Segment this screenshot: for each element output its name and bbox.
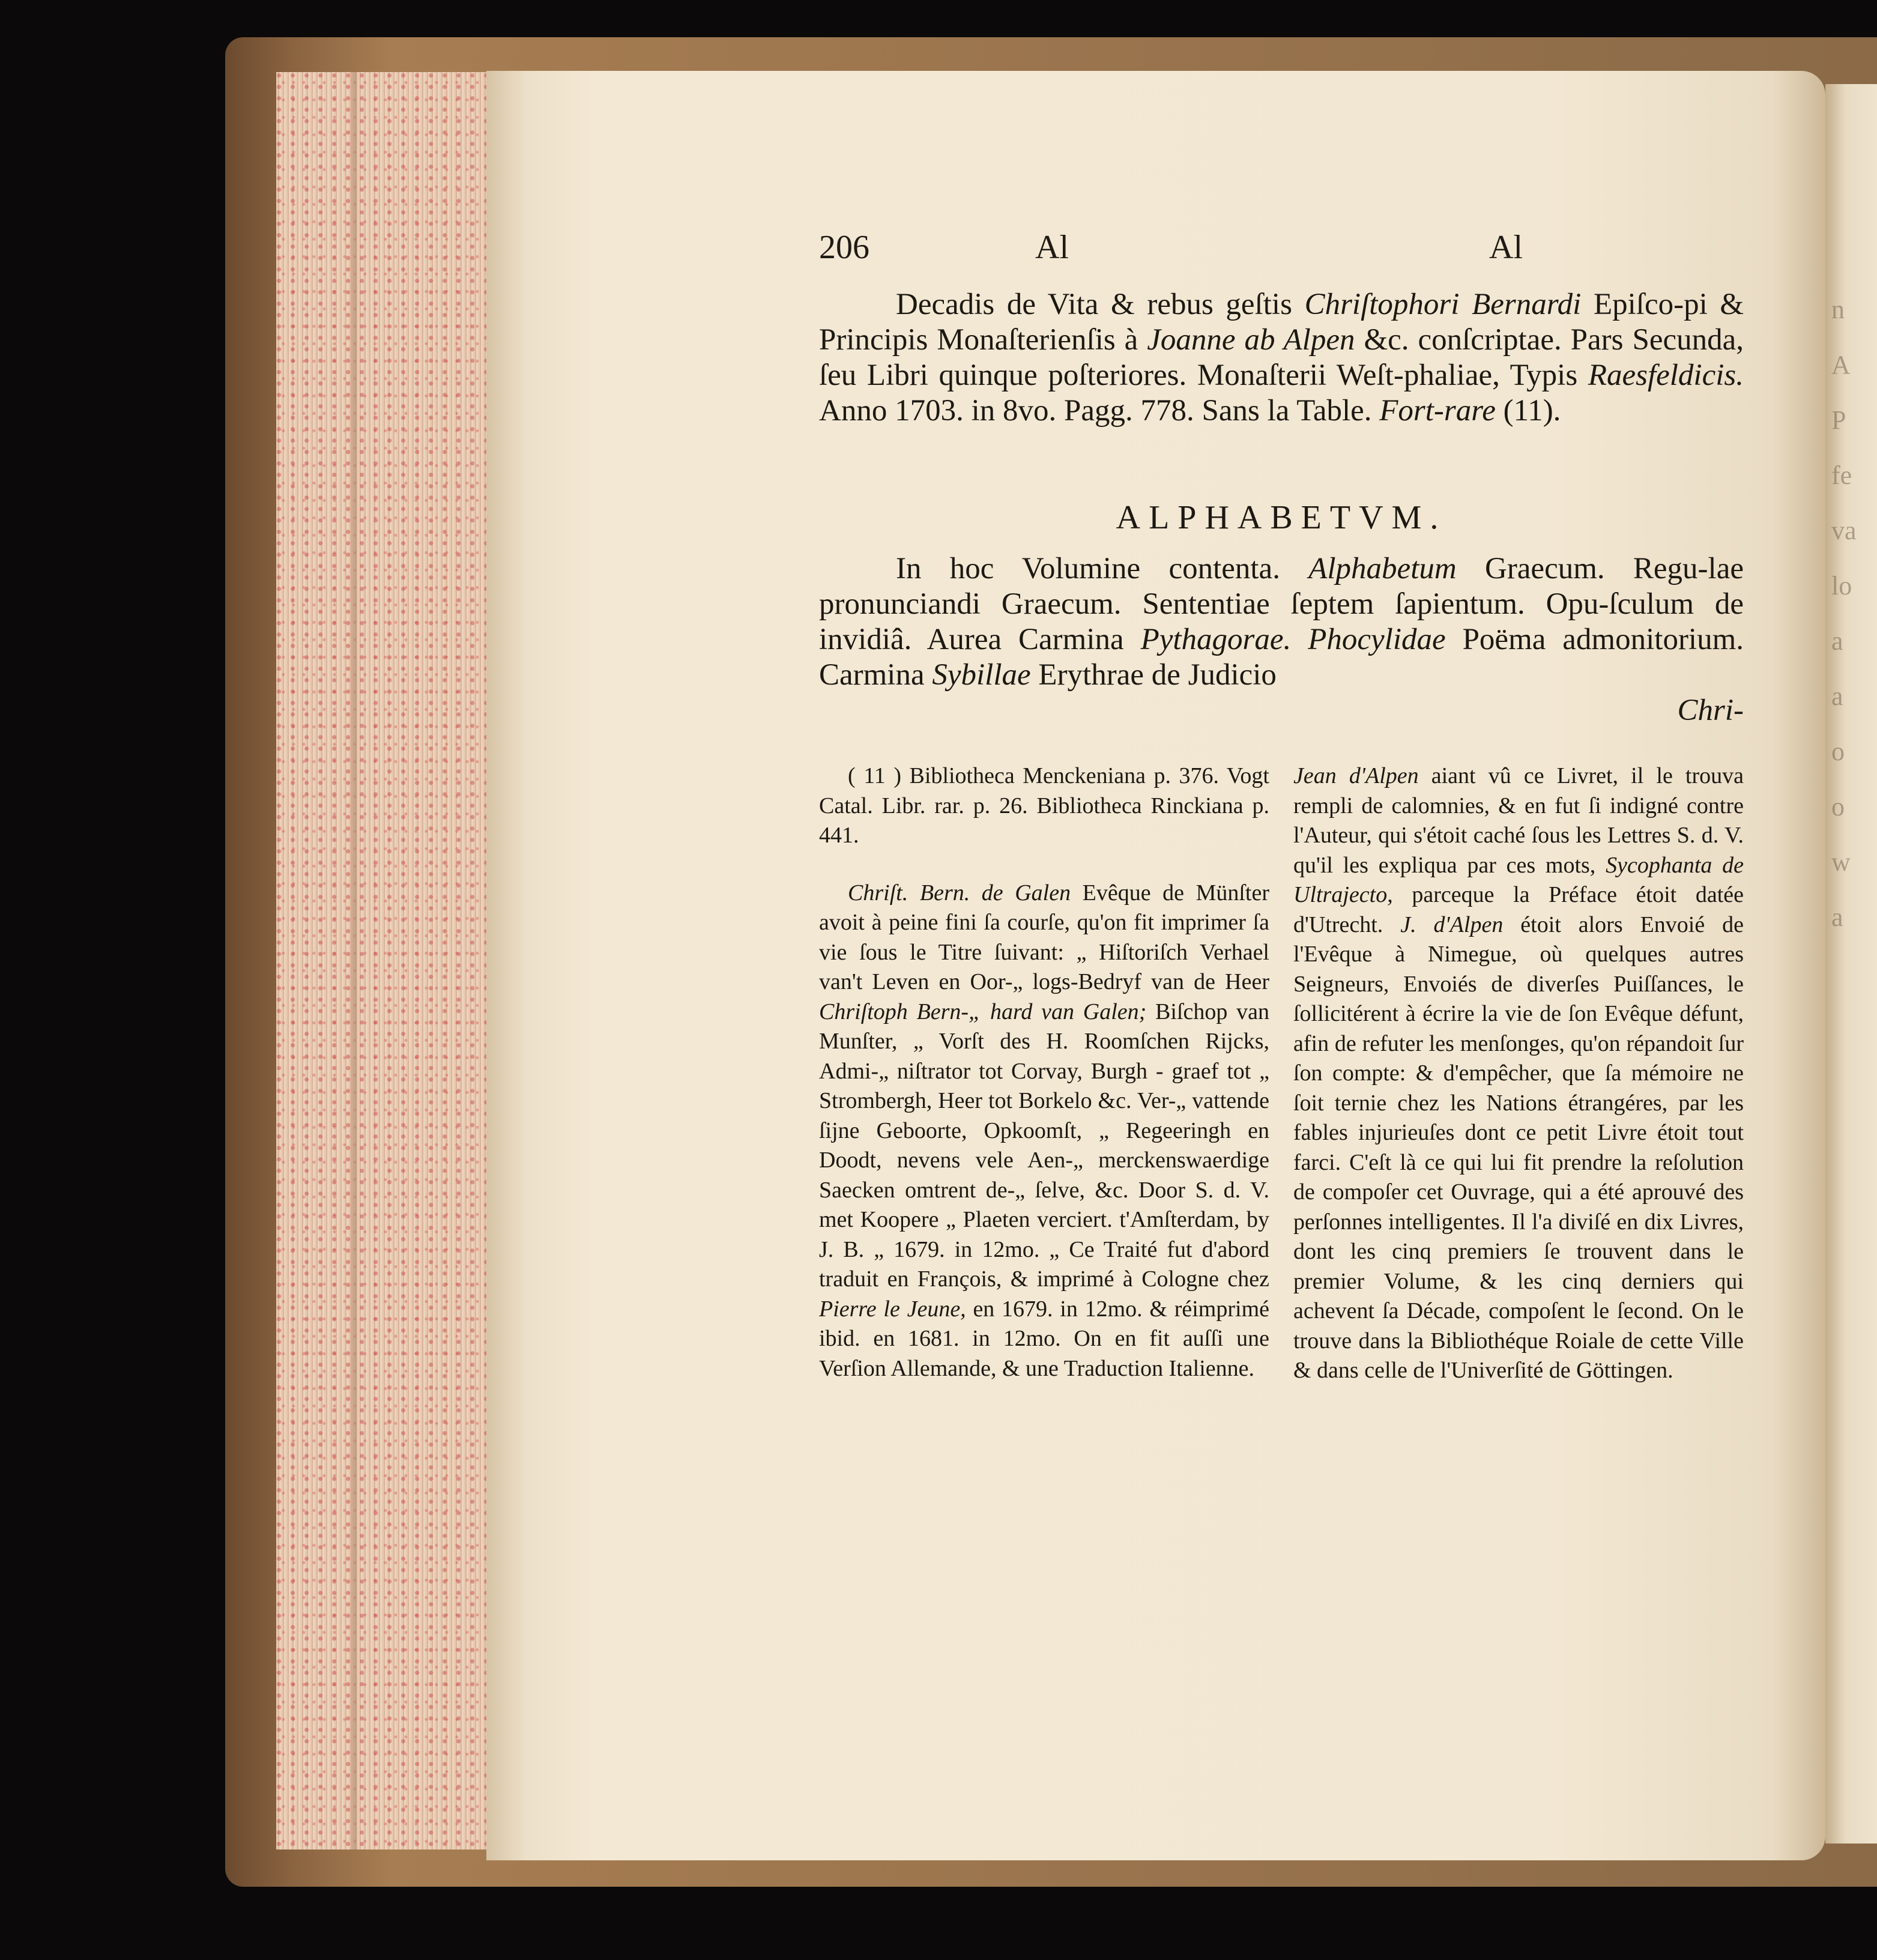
section-heading: ALPHABETVM. [1116, 499, 1447, 536]
catchword: Chri- [1677, 694, 1744, 727]
running-head-right: Al [1489, 229, 1523, 266]
speckled-page-edges [276, 72, 496, 1850]
page-number: 206 [819, 229, 869, 266]
page-edge-divider [351, 72, 357, 1850]
commentary-left: Chriſt. Bern. de Galen Evêque de Münſter avoit à peine fini ſa courſe, qu'on fit imprimer ſa vie ſous le Titre ſuivant: „ Hiſtoriſch Verhael van't Leven en Oor-„ logs-Bedryf van de Heer Chriſtoph Bern-„ hard van Galen; Biſchop van Munſter, „ Vorſt des H. Roomſchen Rijcks, Admi-„ niſtrator tot Corvay, Burgh - graef tot „ Strombergh, Heer tot Borkelo &c. Ver-„ vattende ſijne Geboorte, Opkoomſt, „ Regeeringh en Doodt, nevens vele Aen-„ merckenswaerdige Saecken omtrent de-„ ſelve, &c. Door S. d. V. met Koopere „ Plaeten verciert. t'Amſterdam, by J. B. „ 1679. in 12mo. „ Ce Traité fut d'abord traduit en François, & imprimé à Cologne chez Pierre le Jeune, en 1679. in 12mo. & réimprimé ibid. en 1681. in 12mo. On en fit auſſi une Verſion Allemande, & une Traduction Italienne. [819, 880, 1270, 1381]
entry-alphabetum: In hoc Volumine contenta. Alphabetum Graecum. Regu-lae pronunciandi Graecum. Sententiae ſeptem ſapientum. Opu-ſculum de invidiâ. Aurea Carmina Pythagorae. Phocylidae Poëma admonitorium. Carmina Sybillae Erythrae de Judicio Chri- [819, 552, 1744, 727]
running-head [819, 228, 1558, 270]
entry-decadis: Decadis de Vita & rebus geſtis Chriſtophori Bernardi Epiſco-pi & Principis Monaſterienſis à Joanne ab Alpen &c. conſcriptae. Pars Secunda, ſeu Libri quinque poſteriores. Monaſterii Weſt-phaliae, Typis Raesfeldicis. Anno 1703. in 8vo. Pagg. 778. Sans la Table. Fort-rare (11). [819, 288, 1744, 428]
facing-page-margin-text: n A P fe va lo a a o o w a [1831, 295, 1857, 932]
footnote-11: ( 11 ) Bibliotheca Menckeniana p. 376. Vogt Catal. Libr. rar. p. 26. Bibliotheca Rinckiana p. 441. [819, 763, 1269, 848]
commentary-right: Jean d'Alpen aiant vû ce Livret, il le trouva rempli de calomnies, & en fut ſi indigné contre l'Auteur, qui s'étoit caché ſous les Lettres S. d. V. qu'il les expliqua par ces mots, Sycophanta de Ultrajecto, parceque la Préface étoit datée d'Utrecht. J. d'Alpen étoit alors Envoié de l'Evêque à Nimegue, où quelques autres Seigneurs, Envoiés de diverſes Puiſſances, le ſollicitérent à écrire la vie de ſon Evêque défunt, afin de refuter les menſonges, qu'on répandoit ſur ſon compte: & d'empêcher, que ſa mémoire ne ſoit ternie chez les Nations étrangéres, par les fables injurieuſes dont ce petit Livre étoit tout farci. C'eſt là ce qui lui fit prendre la reſolution de compoſer cet Ouvrage, qui a été aprouvé des perſonnes intelligentes. Il l'a diviſé en dix Livres, dont les cinq premiers ſe trouvent dans le premier Volume, & les cinq derniers qui achevent ſa Décade, compoſent le ſecond. On le trouve dans la Bibliothéque Roiale de cette Ville & dans celle de l'Univerſité de Göttingen. [1293, 763, 1744, 1383]
footnote-left-column [819, 761, 1269, 1384]
running-head-left: Al [1035, 229, 1069, 266]
footnote-right-column [1293, 761, 1744, 1386]
